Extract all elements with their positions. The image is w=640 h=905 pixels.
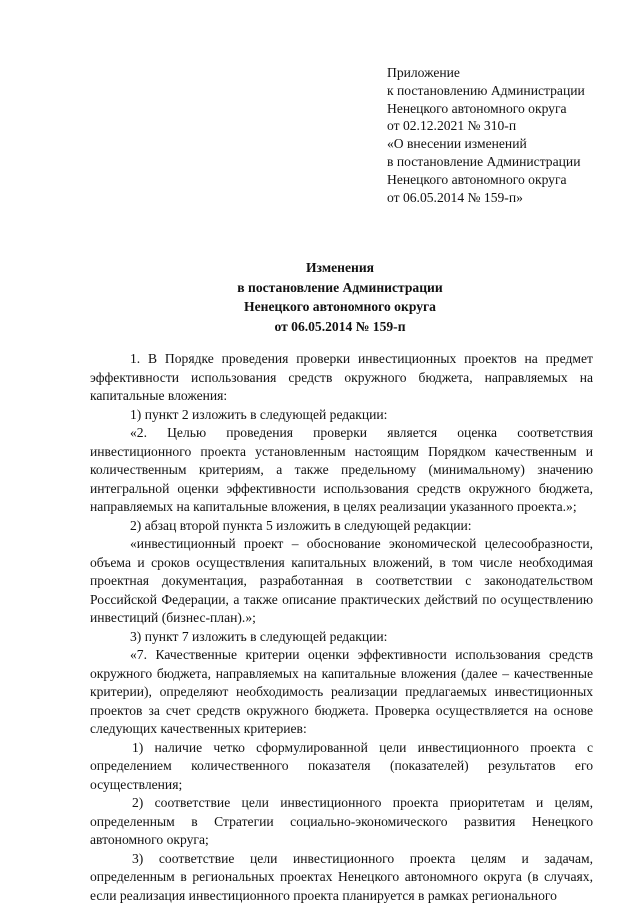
appendix-line: в постановление Администрации — [387, 153, 581, 169]
appendix-line: Ненецкого автономного округа — [387, 100, 567, 116]
appendix-block — [387, 64, 627, 206]
title-line: Изменения — [305, 260, 375, 275]
title-line: от 06.05.2014 № 159-п — [274, 318, 406, 334]
body-paragraph: 1) наличие четко сформулированной цели инвестиционного проекта с определением количественного показателя (показателей) результатов его осуществления; — [90, 739, 593, 792]
body-paragraph: «7. Качественные критерии оценки эффективности использования средств окружного бюджета, направляемых на капитальные вложения (далее – качественные критерии), определяют необходимость реализации предлагаемых инвестиционных проектов за счет средств окружного бюджета. Проверка осуществляется на основе следующих качественных критериев: — [90, 647, 593, 736]
appendix-line: от 02.12.2021 № 310-п — [387, 118, 517, 134]
title-line: в постановление Администрации — [237, 279, 443, 295]
appendix-line: Ненецкого автономного округа — [387, 171, 567, 187]
body-paragraph: 1) пункт 2 изложить в следующей редакции: — [130, 406, 388, 422]
body-paragraph: 1. В Порядке проведения проверки инвестиционных проектов на предмет эффективности использования средств окружного бюджета, направляемых на капитальные вложения: — [90, 351, 593, 403]
body-paragraph: 3) пункт 7 изложить в следующей редакции: — [130, 628, 388, 644]
body-paragraph: «2. Целью проведения проверки является оценка соответствия инвестиционного проекта установленным настоящим Порядком качественным и количественным критериям, а также предельному (минимальному) значению интегральной оценки эффективности использования средств окружного бюджета, направляемых на капитальные вложения, в целях реализации указанного проекта.»; — [90, 425, 593, 514]
body-paragraph: «инвестиционный проект – обоснование экономической целесообразности, объема и сроков осуществления капитальных вложений, в том числе необходимая проектная документация, разработанная в соответствии с законодательством Российской Федерации, а также описание практических действий по осуществлению инвестиций (бизнес-план).»; — [90, 536, 593, 625]
body-paragraph: 2) соответствие цели инвестиционного проекта приоритетам и целям, определенным в Стратегии социально-экономического развития Ненецкого автономного округа; — [90, 795, 593, 847]
appendix-line: «О внесении изменений — [387, 136, 527, 152]
appendix-line: к постановлению Администрации — [387, 82, 585, 98]
body-paragraph: 3) соответствие цели инвестиционного проекта целям и задачам, определенным в региональных проектах Ненецкого автономного округа (в случаях, если реализация инвестиционного проекта планируется в рамках регионального — [90, 850, 593, 903]
appendix-line: Приложение — [387, 65, 460, 80]
document-title — [0, 258, 640, 336]
appendix-line: от 06.05.2014 № 159-п» — [387, 189, 523, 205]
document-body — [90, 350, 593, 905]
title-line: Ненецкого автономного округа — [244, 299, 436, 314]
body-paragraph: 2) абзац второй пункта 5 изложить в следующей редакции: — [130, 517, 472, 533]
